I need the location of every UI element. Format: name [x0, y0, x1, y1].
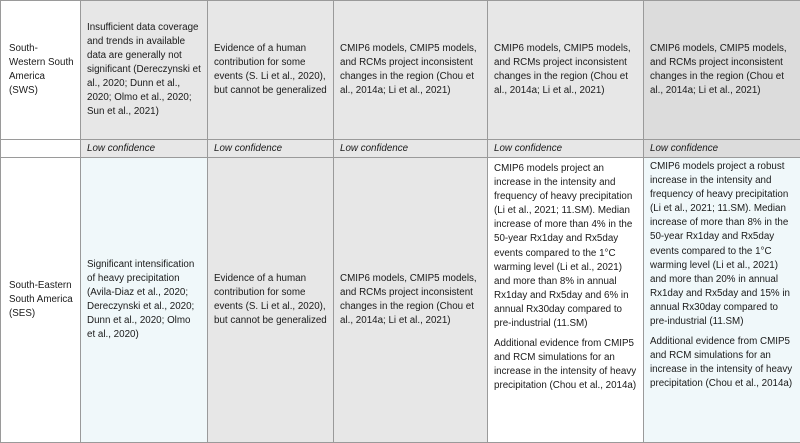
- projection-cell: [334, 1, 488, 140]
- table-row: [1, 1, 800, 140]
- projection-paragraph: Additional evidence from CMIP5 and RCM simulations for an increase in the intensity of heavy precipitation (Chou et al., 2014a): [650, 335, 794, 391]
- table-row: [1, 158, 800, 443]
- attribution-cell: [208, 1, 334, 140]
- observed-trend-text: Insufficient data coverage and trends in available data are generally not significant (Dereczynski et al., 2020; Dunn et al., 2020; Olmo et al., 2020; Sun et al., 2021): [87, 22, 201, 118]
- projection-text: CMIP6 models, CMIP5 models, and RCMs project inconsistent changes in the region (Chou et al., 2014a; Li et al., 2021): [650, 43, 787, 96]
- projection-cell: [644, 158, 800, 443]
- confidence-cell: Low confidence: [644, 140, 800, 158]
- empty-cell: [1, 140, 81, 158]
- confidence-cell: Low confidence: [334, 140, 488, 158]
- projection-text: CMIP6 models, CMIP5 models, and RCMs project inconsistent changes in the region (Chou et al., 2014a; Li et al., 2021): [340, 273, 477, 326]
- confidence-row: [1, 140, 800, 158]
- region-cell: [1, 158, 81, 443]
- attribution-text: Evidence of a human contribution for some events (S. Li et al., 2020), but cannot be generalized: [214, 273, 327, 326]
- projection-cell: [644, 1, 800, 140]
- projection-paragraph: CMIP6 models project an increase in the intensity and frequency of heavy precipitation (Li et al., 2021; 11.SM). Median increase of more than 4% in the 50-year Rx1day and Rx5day events compared to the 1°C warming level (Li et al., 2021) and more than 8% in annual Rx1day and Rx5day and 6% in annual Rx30day compared to pre-industrial (11.SM): [494, 162, 637, 331]
- attribution-cell: [208, 158, 334, 443]
- projection-paragraph: Additional evidence from CMIP5 and RCM simulations for an increase in the intensity of heavy precipitation (Chou et al., 2014a): [494, 337, 637, 393]
- region-label: South-Eastern South America (SES): [9, 280, 73, 319]
- confidence-cell: Low confidence: [208, 140, 334, 158]
- projection-text: CMIP6 models, CMIP5 models, and RCMs project inconsistent changes in the region (Chou et al., 2014a; Li et al., 2021): [340, 43, 477, 96]
- region-cell: [1, 1, 81, 140]
- region-label: South-Western South America (SWS): [9, 43, 74, 96]
- observed-trend-text: Significant intensification of heavy precipitation (Avila-Diaz et al., 2020; Dereczynski et al., 2020; Dunn et al., 2020; Olmo et al., 2020): [87, 259, 194, 340]
- projection-cell: [334, 158, 488, 443]
- confidence-cell: Low confidence: [81, 140, 208, 158]
- projection-text: CMIP6 models, CMIP5 models, and RCMs project inconsistent changes in the region (Chou et al., 2014a; Li et al., 2021): [494, 43, 631, 96]
- projection-cell: [488, 1, 644, 140]
- confidence-cell: Low confidence: [488, 140, 644, 158]
- observed-trend-cell: [81, 1, 208, 140]
- projection-cell: [488, 158, 644, 443]
- observed-trend-cell: [81, 158, 208, 443]
- projection-paragraph: CMIP6 models project a robust increase in the intensity and frequency of heavy precipitation (Li et al., 2021; 11.SM). Median increase of more than 8% in the 50-year Rx1day and Rx5day events compared to the 1°C warming level (Li et al., 2021) and more than 20% in annual Rx1day and Rx5day and 15% in annual Rx30day compared to pre-industrial (11.SM): [650, 160, 794, 329]
- attribution-text: Evidence of a human contribution for some events (S. Li et al., 2020), but cannot be generalized: [214, 43, 327, 96]
